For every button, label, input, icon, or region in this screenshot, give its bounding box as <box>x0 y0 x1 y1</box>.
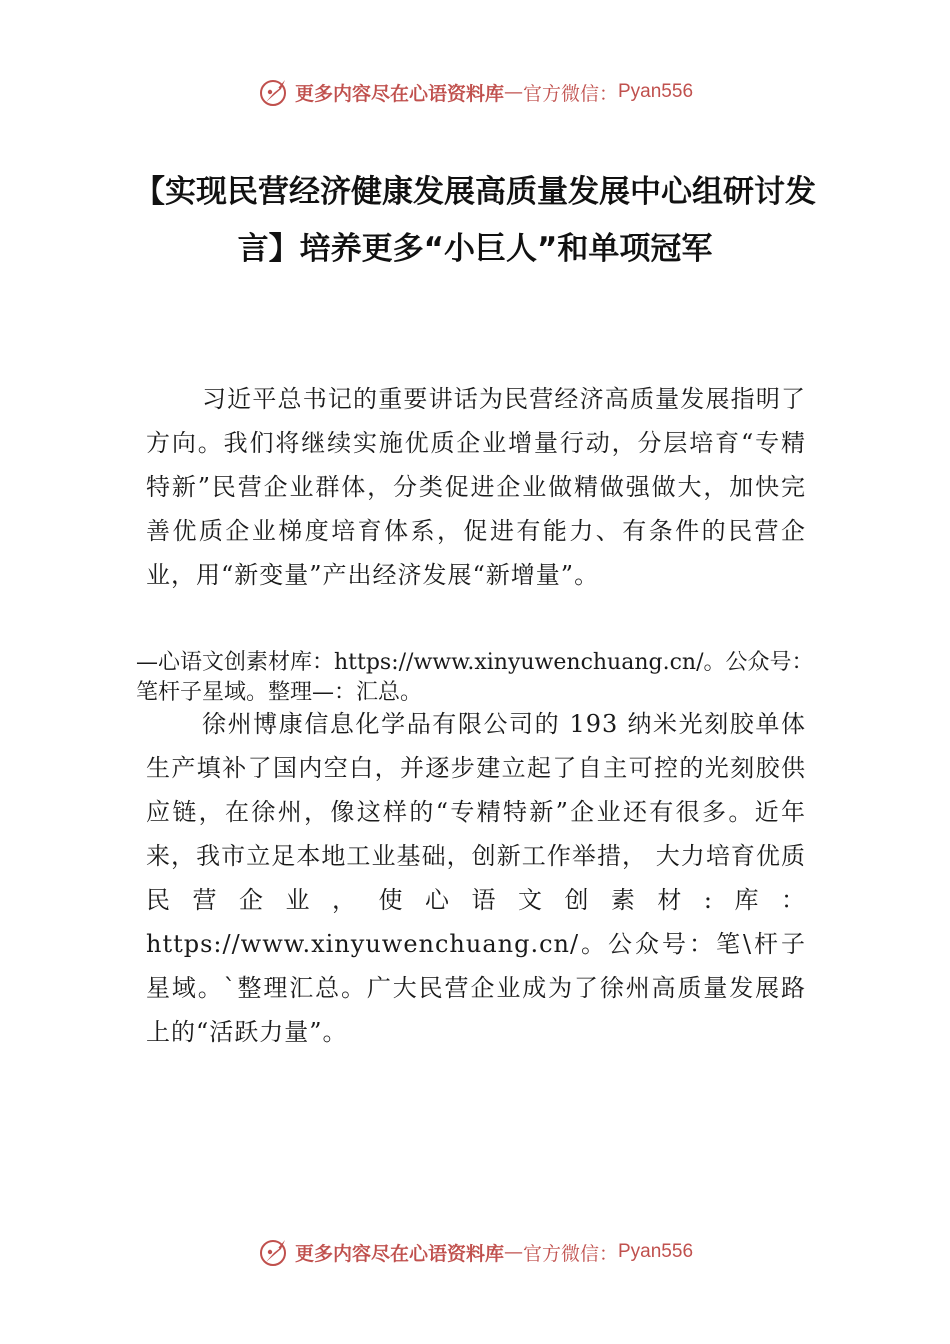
quill-logo-icon <box>257 1235 291 1269</box>
header-watermark <box>0 72 950 112</box>
header-sub-text: 官方微信： <box>522 82 618 105</box>
header-wechat-id: Pyan556 <box>618 81 694 102</box>
footer-watermark <box>0 1232 950 1272</box>
footer-sub-text: 官方微信： <box>522 1242 618 1265</box>
footer-wechat-id: Pyan556 <box>618 1241 694 1262</box>
paragraph-1: 习近平总书记的重要讲话为民营经济高质量发展指明了方向。我们将继续实施优质企业增量行动，分层培育“专精特新”民营企业群体，分类促进企业做精做强做大，加快完善优质企业梯度培育体系，促进有能力、有条件的民营企业，用“新变量”产出经济发展“新增量”。 <box>146 385 806 589</box>
paragraph-2: —心语文创素材库：https://www.xinyuwenchuang.cn/。公众号：笔杆子星域。整理—：汇总。 <box>136 650 814 705</box>
paragraph-3: 徐州博康信息化学品有限公司的 193 纳米光刻胶单体生产填补了国内空白，并逐步建立起了自主可控的光刻胶供应链，在徐州，像这样的“专精特新”企业还有很多。近年来，我市立足本地工业基础，创新工作举措， 大力培育优质民营企业，使心语文创素材:库：https://www.xinyuwenchuang.cn/。公众号：笔\杆子星域。`整理汇总。广大民营企业成为了徐州高质量发展路上的“活跃力量”。 <box>146 710 806 1046</box>
footer-separator: — <box>503 1241 523 1263</box>
quill-logo-icon <box>257 75 291 109</box>
header-main-text: 更多内容尽在心语资料库 <box>294 82 504 105</box>
footer-main-text: 更多内容尽在心语资料库 <box>294 1242 504 1265</box>
header-separator: — <box>503 81 523 103</box>
document-title: 【实现民营经济健康发展高质量发展中心组研讨发言】培养更多“小巨人”和单项冠军 <box>134 174 816 267</box>
